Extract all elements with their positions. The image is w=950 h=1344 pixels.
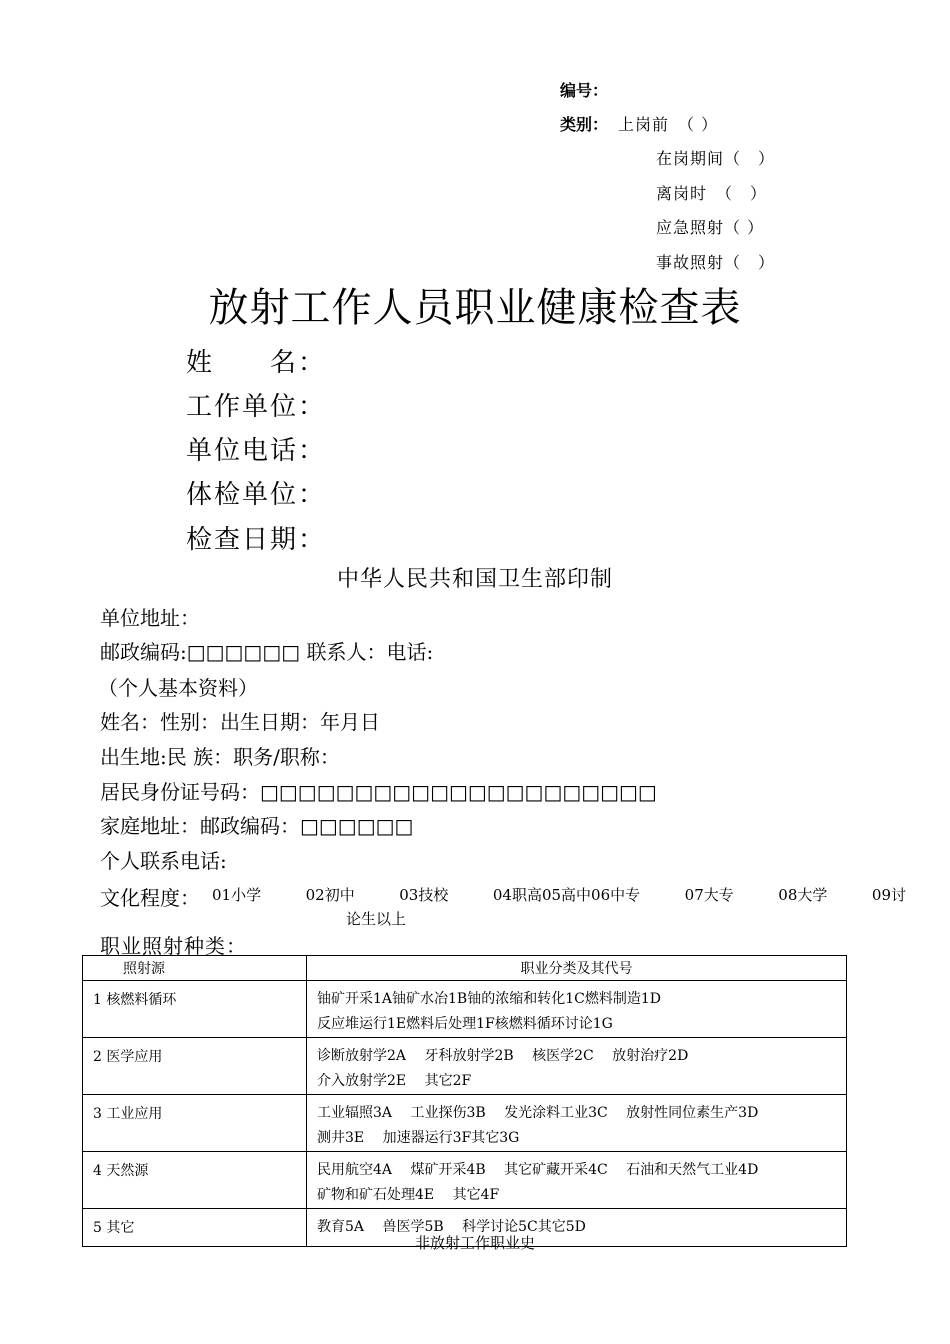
page-title: 放射工作人员职业健康检查表 — [208, 285, 742, 331]
personal-phone-line: 个人联系电话: — [100, 849, 227, 873]
header-source: 照射源 — [83, 956, 307, 981]
printer-line: 中华人民共和国卫生部印制 — [336, 567, 613, 592]
cover-field-unit-phone: 单位电话： — [186, 436, 327, 466]
occupation-line: 教育5A 兽医学5B 科学讨论5C其它5D — [317, 1219, 586, 1235]
education-options: 01小学 02初中 03技校 04职高05高中06中专 07大专 08大学 09讨 — [212, 886, 907, 904]
id-number-line: 居民身份证号码：□□□□□□□□□□□□□□□□□□□□□ — [100, 780, 657, 804]
education-label: 文化程度： — [100, 886, 200, 910]
birthplace-line: 出生地:民 族：职务/职称： — [100, 745, 340, 769]
exposure-table — [82, 955, 847, 1247]
category-emergency: 应急照射（ ） — [656, 218, 765, 237]
table-row — [83, 1038, 847, 1095]
source-cell: 4 天然源 — [83, 1152, 307, 1209]
home-address-line: 家庭地址：邮政编码：□□□□□□ — [100, 814, 414, 838]
occupation-line: 矿物和矿石处理4E 其它4F — [317, 1187, 500, 1203]
category-label: 类别： — [560, 115, 609, 134]
section-footer-heading: 非放射工作职业史 — [414, 1234, 535, 1252]
exposure-type-label: 职业照射种类： — [100, 934, 247, 958]
occupation-line: 民用航空4A 煤矿开采4B 其它矿藏开采4C 石油和天然气工业4D — [317, 1162, 759, 1178]
occupation-cell — [307, 1095, 847, 1152]
category-leaving: 离岗时 （ ） — [656, 184, 768, 203]
category-pre-employment: 上岗前 （ ） — [618, 115, 719, 134]
cover-field-work-unit: 工作单位： — [186, 392, 327, 422]
occupation-line: 反应堆运行1E燃料后处理1F核燃料循环讨论1G — [317, 1016, 613, 1032]
number-label: 编号： — [560, 81, 609, 100]
occupation-line: 工业辐照3A 工业探伤3B 发光涂料工业3C 放射性同位素生产3D — [317, 1105, 759, 1121]
occupation-cell — [307, 1038, 847, 1095]
unit-address-line: 单位地址： — [100, 606, 200, 630]
cover-field-exam-unit: 体检单位： — [186, 480, 327, 510]
category-accident: 事故照射（ ） — [656, 253, 776, 272]
occupation-cell — [307, 981, 847, 1038]
name-sex-dob-line: 姓名：性别：出生日期：年月日 — [100, 710, 380, 734]
source-cell: 3 工业应用 — [83, 1095, 307, 1152]
occupation-line: 介入放射学2E 其它2F — [317, 1073, 472, 1089]
education-options-cont: 论生以上 — [346, 910, 407, 928]
cover-field-name: 姓 名： — [186, 348, 327, 378]
category-during-employment: 在岗期间（ ） — [656, 149, 776, 168]
occupation-line: 铀矿开采1A铀矿水冶1B铀的浓缩和转化1C燃料制造1D — [317, 991, 661, 1007]
header-occupation: 职业分类及其代号 — [307, 956, 847, 981]
cover-field-exam-date: 检查日期： — [186, 525, 327, 555]
personal-info-heading: （个人基本资料） — [98, 676, 258, 700]
occupation-line: 测井3E 加速器运行3F其它3G — [317, 1130, 520, 1146]
table-row — [83, 981, 847, 1038]
postcode-contact-line: 邮政编码:□□□□□□ 联系人：电话: — [100, 640, 434, 664]
occupation-line: 诊断放射学2A 牙科放射学2B 核医学2C 放射治疗2D — [317, 1048, 689, 1064]
source-cell: 5 其它 — [83, 1209, 307, 1247]
table-header-row — [83, 956, 847, 981]
table-row — [83, 1152, 847, 1209]
table-row — [83, 1095, 847, 1152]
source-cell: 1 核燃料循环 — [83, 981, 307, 1038]
source-cell: 2 医学应用 — [83, 1038, 307, 1095]
occupation-cell — [307, 1152, 847, 1209]
